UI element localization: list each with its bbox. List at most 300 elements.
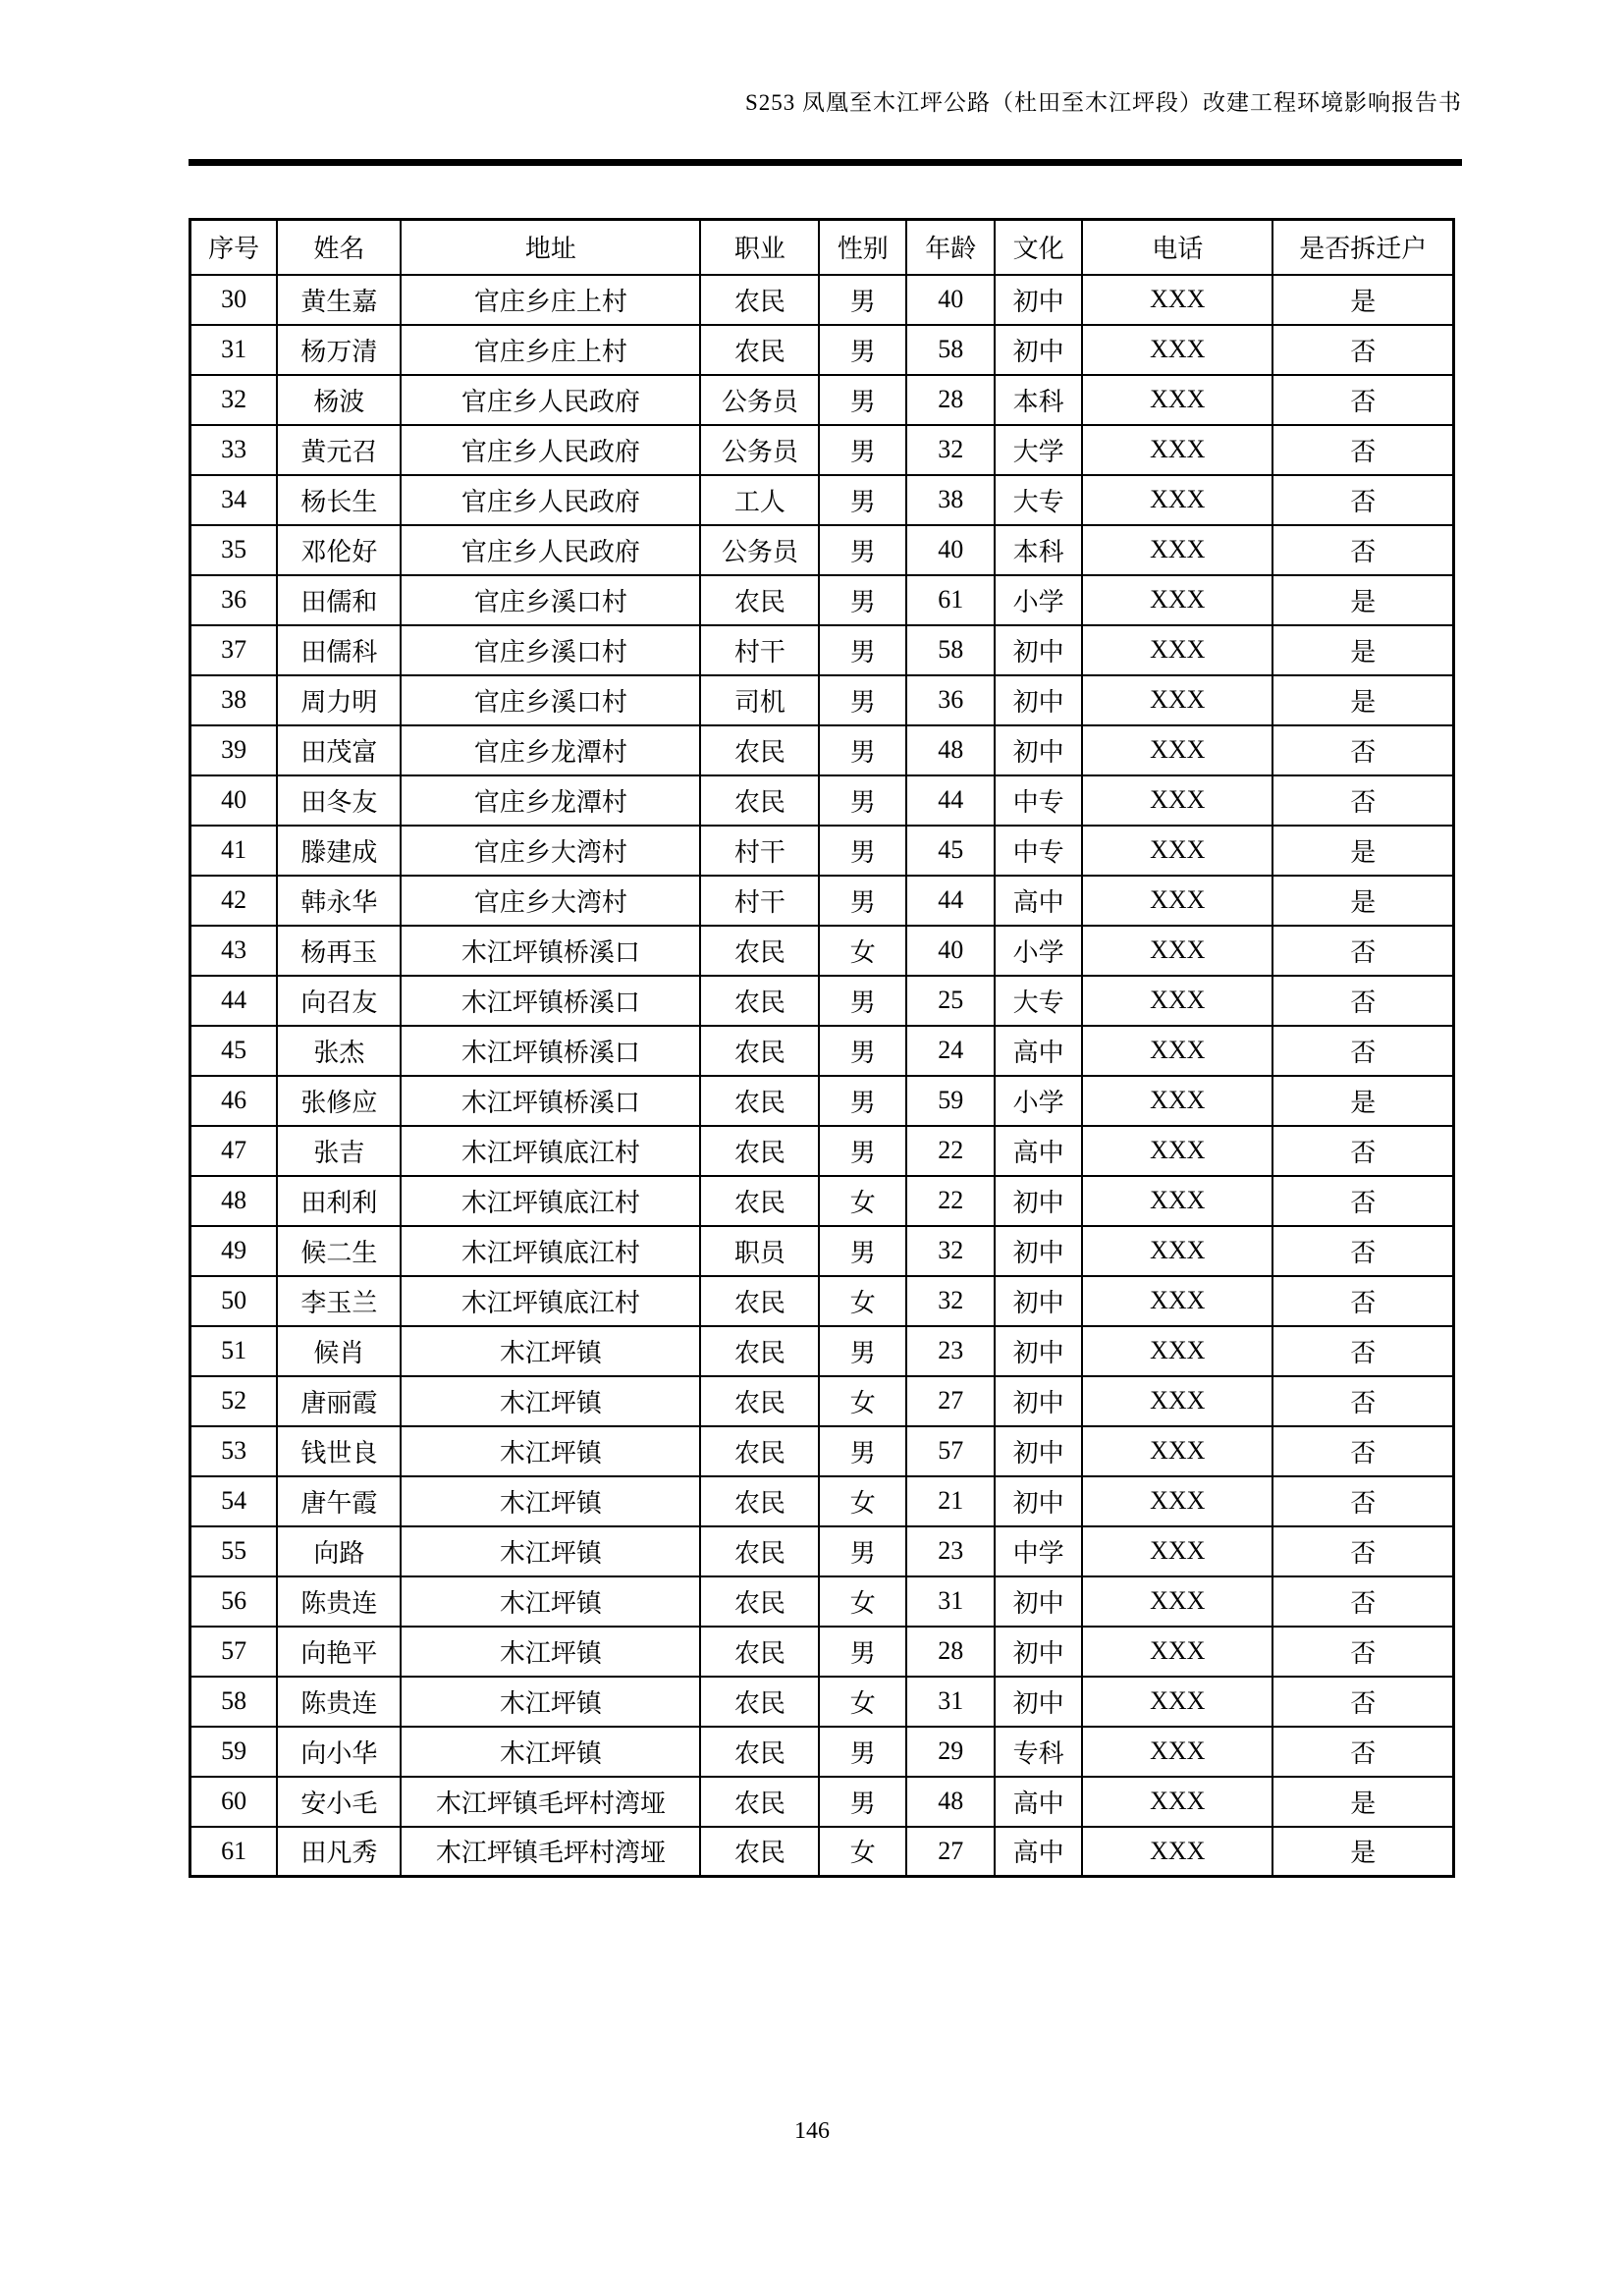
cell-name: 向路 bbox=[277, 1526, 401, 1576]
cell-address: 官庄乡溪口村 bbox=[401, 675, 700, 725]
cell-no: 57 bbox=[190, 1627, 278, 1677]
cell-relocated: 是 bbox=[1272, 1777, 1453, 1827]
cell-phone: XXX bbox=[1082, 1276, 1272, 1326]
table-row bbox=[190, 675, 1454, 725]
cell-relocated: 是 bbox=[1272, 1827, 1453, 1877]
cell-name: 向小华 bbox=[277, 1727, 401, 1777]
cell-gender: 男 bbox=[819, 1727, 906, 1777]
cell-gender: 男 bbox=[819, 1026, 906, 1076]
column-header-relocated: 是否拆迁户 bbox=[1272, 220, 1453, 275]
table-row bbox=[190, 1076, 1454, 1126]
cell-address: 官庄乡龙潭村 bbox=[401, 775, 700, 826]
cell-education: 本科 bbox=[995, 375, 1082, 425]
cell-relocated: 否 bbox=[1272, 725, 1453, 775]
cell-gender: 男 bbox=[819, 1226, 906, 1276]
column-header-age: 年龄 bbox=[906, 220, 995, 275]
cell-gender: 男 bbox=[819, 1426, 906, 1476]
cell-phone: XXX bbox=[1082, 926, 1272, 976]
cell-education: 初中 bbox=[995, 1677, 1082, 1727]
cell-gender: 女 bbox=[819, 926, 906, 976]
cell-education: 初中 bbox=[995, 625, 1082, 675]
cell-gender: 男 bbox=[819, 876, 906, 926]
cell-gender: 女 bbox=[819, 1576, 906, 1627]
cell-phone: XXX bbox=[1082, 725, 1272, 775]
cell-no: 49 bbox=[190, 1226, 278, 1276]
cell-occupation: 农民 bbox=[700, 575, 819, 625]
cell-no: 34 bbox=[190, 475, 278, 525]
table-row bbox=[190, 775, 1454, 826]
cell-education: 小学 bbox=[995, 575, 1082, 625]
table-row bbox=[190, 1827, 1454, 1877]
cell-relocated: 否 bbox=[1272, 1026, 1453, 1076]
cell-gender: 男 bbox=[819, 575, 906, 625]
cell-occupation: 农民 bbox=[700, 1827, 819, 1877]
cell-address: 木江坪镇毛坪村湾垭 bbox=[401, 1777, 700, 1827]
table-row bbox=[190, 625, 1454, 675]
cell-relocated: 是 bbox=[1272, 826, 1453, 876]
cell-no: 55 bbox=[190, 1526, 278, 1576]
cell-address: 木江坪镇 bbox=[401, 1727, 700, 1777]
cell-phone: XXX bbox=[1082, 1677, 1272, 1727]
cell-relocated: 是 bbox=[1272, 1076, 1453, 1126]
column-header-no: 序号 bbox=[190, 220, 278, 275]
cell-education: 初中 bbox=[995, 1276, 1082, 1326]
cell-no: 42 bbox=[190, 876, 278, 926]
cell-gender: 女 bbox=[819, 1827, 906, 1877]
cell-relocated: 否 bbox=[1272, 1176, 1453, 1226]
cell-occupation: 农民 bbox=[700, 725, 819, 775]
cell-no: 38 bbox=[190, 675, 278, 725]
cell-phone: XXX bbox=[1082, 1126, 1272, 1176]
cell-relocated: 否 bbox=[1272, 325, 1453, 375]
cell-name: 李玉兰 bbox=[277, 1276, 401, 1326]
cell-no: 33 bbox=[190, 425, 278, 475]
cell-education: 大专 bbox=[995, 475, 1082, 525]
cell-occupation: 职员 bbox=[700, 1226, 819, 1276]
table-row bbox=[190, 375, 1454, 425]
cell-no: 59 bbox=[190, 1727, 278, 1777]
table-row bbox=[190, 425, 1454, 475]
document-header-title: S253 凤凰至木江坪公路（杜田至木江坪段）改建工程环境影响报告书 bbox=[744, 90, 1462, 115]
cell-name: 田儒和 bbox=[277, 575, 401, 625]
cell-gender: 女 bbox=[819, 1176, 906, 1226]
cell-age: 22 bbox=[906, 1126, 995, 1176]
table-row bbox=[190, 826, 1454, 876]
cell-phone: XXX bbox=[1082, 1526, 1272, 1576]
cell-education: 中学 bbox=[995, 1526, 1082, 1576]
cell-relocated: 否 bbox=[1272, 1627, 1453, 1677]
table-row bbox=[190, 1777, 1454, 1827]
cell-name: 田凡秀 bbox=[277, 1827, 401, 1877]
table-row bbox=[190, 1376, 1454, 1426]
cell-relocated: 是 bbox=[1272, 575, 1453, 625]
cell-relocated: 否 bbox=[1272, 1526, 1453, 1576]
cell-name: 杨万清 bbox=[277, 325, 401, 375]
cell-education: 初中 bbox=[995, 1627, 1082, 1677]
table-body bbox=[190, 275, 1454, 1877]
cell-age: 25 bbox=[906, 976, 995, 1026]
cell-occupation: 农民 bbox=[700, 1376, 819, 1426]
cell-gender: 男 bbox=[819, 1076, 906, 1126]
column-header-phone: 电话 bbox=[1082, 220, 1272, 275]
cell-phone: XXX bbox=[1082, 876, 1272, 926]
cell-age: 40 bbox=[906, 275, 995, 325]
cell-occupation: 司机 bbox=[700, 675, 819, 725]
column-header-gender: 性别 bbox=[819, 220, 906, 275]
cell-occupation: 农民 bbox=[700, 1727, 819, 1777]
cell-phone: XXX bbox=[1082, 525, 1272, 575]
cell-gender: 男 bbox=[819, 1777, 906, 1827]
cell-address: 木江坪镇 bbox=[401, 1426, 700, 1476]
cell-gender: 男 bbox=[819, 976, 906, 1026]
cell-occupation: 农民 bbox=[700, 1777, 819, 1827]
table-row bbox=[190, 575, 1454, 625]
cell-relocated: 是 bbox=[1272, 675, 1453, 725]
cell-occupation: 村干 bbox=[700, 826, 819, 876]
cell-phone: XXX bbox=[1082, 1426, 1272, 1476]
cell-relocated: 否 bbox=[1272, 425, 1453, 475]
cell-name: 陈贵连 bbox=[277, 1677, 401, 1727]
cell-no: 31 bbox=[190, 325, 278, 375]
cell-address: 木江坪镇 bbox=[401, 1576, 700, 1627]
table-row bbox=[190, 275, 1454, 325]
cell-address: 官庄乡人民政府 bbox=[401, 475, 700, 525]
cell-address: 官庄乡人民政府 bbox=[401, 375, 700, 425]
table-row bbox=[190, 876, 1454, 926]
cell-name: 陈贵连 bbox=[277, 1576, 401, 1627]
cell-gender: 男 bbox=[819, 325, 906, 375]
table-row bbox=[190, 725, 1454, 775]
cell-address: 木江坪镇桥溪口 bbox=[401, 926, 700, 976]
cell-relocated: 是 bbox=[1272, 876, 1453, 926]
cell-phone: XXX bbox=[1082, 1376, 1272, 1426]
cell-name: 唐午霞 bbox=[277, 1476, 401, 1526]
cell-relocated: 否 bbox=[1272, 1677, 1453, 1727]
cell-education: 初中 bbox=[995, 1376, 1082, 1426]
cell-gender: 男 bbox=[819, 1326, 906, 1376]
cell-gender: 男 bbox=[819, 275, 906, 325]
cell-occupation: 村干 bbox=[700, 876, 819, 926]
cell-gender: 女 bbox=[819, 1276, 906, 1326]
cell-no: 50 bbox=[190, 1276, 278, 1326]
cell-occupation: 公务员 bbox=[700, 525, 819, 575]
cell-relocated: 是 bbox=[1272, 625, 1453, 675]
cell-occupation: 农民 bbox=[700, 1076, 819, 1126]
cell-relocated: 否 bbox=[1272, 1727, 1453, 1777]
cell-no: 43 bbox=[190, 926, 278, 976]
cell-age: 28 bbox=[906, 1627, 995, 1677]
cell-name: 杨长生 bbox=[277, 475, 401, 525]
table-row bbox=[190, 1727, 1454, 1777]
table-row bbox=[190, 1426, 1454, 1476]
cell-occupation: 农民 bbox=[700, 1326, 819, 1376]
cell-name: 韩永华 bbox=[277, 876, 401, 926]
cell-age: 28 bbox=[906, 375, 995, 425]
cell-address: 官庄乡人民政府 bbox=[401, 525, 700, 575]
cell-phone: XXX bbox=[1082, 1076, 1272, 1126]
table-row bbox=[190, 926, 1454, 976]
cell-no: 44 bbox=[190, 976, 278, 1026]
cell-relocated: 否 bbox=[1272, 475, 1453, 525]
cell-age: 23 bbox=[906, 1326, 995, 1376]
cell-no: 40 bbox=[190, 775, 278, 826]
cell-education: 初中 bbox=[995, 1576, 1082, 1627]
cell-age: 44 bbox=[906, 775, 995, 826]
cell-education: 中专 bbox=[995, 775, 1082, 826]
cell-gender: 女 bbox=[819, 1376, 906, 1426]
page-number: 146 bbox=[794, 2118, 830, 2144]
cell-age: 31 bbox=[906, 1576, 995, 1627]
cell-age: 48 bbox=[906, 725, 995, 775]
cell-no: 37 bbox=[190, 625, 278, 675]
cell-name: 黄生嘉 bbox=[277, 275, 401, 325]
cell-age: 31 bbox=[906, 1677, 995, 1727]
cell-phone: XXX bbox=[1082, 1576, 1272, 1627]
cell-gender: 男 bbox=[819, 775, 906, 826]
cell-relocated: 否 bbox=[1272, 1476, 1453, 1526]
cell-gender: 女 bbox=[819, 1476, 906, 1526]
cell-gender: 男 bbox=[819, 826, 906, 876]
table-row bbox=[190, 1326, 1454, 1376]
cell-phone: XXX bbox=[1082, 1827, 1272, 1877]
cell-education: 高中 bbox=[995, 1026, 1082, 1076]
cell-occupation: 农民 bbox=[700, 1526, 819, 1576]
cell-education: 高中 bbox=[995, 1827, 1082, 1877]
header-rule bbox=[189, 159, 1462, 166]
cell-gender: 男 bbox=[819, 375, 906, 425]
cell-name: 周力明 bbox=[277, 675, 401, 725]
cell-address: 官庄乡庄上村 bbox=[401, 275, 700, 325]
cell-occupation: 农民 bbox=[700, 1627, 819, 1677]
cell-education: 专科 bbox=[995, 1727, 1082, 1777]
residents-table bbox=[189, 218, 1455, 1878]
cell-education: 高中 bbox=[995, 1777, 1082, 1827]
cell-phone: XXX bbox=[1082, 375, 1272, 425]
cell-age: 57 bbox=[906, 1426, 995, 1476]
cell-address: 木江坪镇 bbox=[401, 1677, 700, 1727]
cell-no: 45 bbox=[190, 1026, 278, 1076]
cell-name: 向艳平 bbox=[277, 1627, 401, 1677]
cell-relocated: 否 bbox=[1272, 926, 1453, 976]
cell-address: 木江坪镇 bbox=[401, 1376, 700, 1426]
cell-age: 36 bbox=[906, 675, 995, 725]
cell-relocated: 否 bbox=[1272, 1326, 1453, 1376]
cell-gender: 男 bbox=[819, 1526, 906, 1576]
cell-occupation: 农民 bbox=[700, 1476, 819, 1526]
cell-gender: 男 bbox=[819, 1627, 906, 1677]
cell-education: 初中 bbox=[995, 1176, 1082, 1226]
cell-address: 木江坪镇底江村 bbox=[401, 1276, 700, 1326]
cell-address: 木江坪镇 bbox=[401, 1526, 700, 1576]
cell-name: 杨波 bbox=[277, 375, 401, 425]
table-row bbox=[190, 475, 1454, 525]
table-row bbox=[190, 1627, 1454, 1677]
cell-phone: XXX bbox=[1082, 625, 1272, 675]
cell-phone: XXX bbox=[1082, 976, 1272, 1026]
cell-education: 小学 bbox=[995, 926, 1082, 976]
cell-age: 21 bbox=[906, 1476, 995, 1526]
cell-name: 滕建成 bbox=[277, 826, 401, 876]
cell-occupation: 工人 bbox=[700, 475, 819, 525]
cell-name: 向召友 bbox=[277, 976, 401, 1026]
cell-education: 初中 bbox=[995, 1326, 1082, 1376]
cell-no: 48 bbox=[190, 1176, 278, 1226]
cell-age: 59 bbox=[906, 1076, 995, 1126]
table-row bbox=[190, 1476, 1454, 1526]
table-row bbox=[190, 1576, 1454, 1627]
cell-name: 钱世良 bbox=[277, 1426, 401, 1476]
cell-occupation: 农民 bbox=[700, 1276, 819, 1326]
cell-education: 初中 bbox=[995, 675, 1082, 725]
cell-occupation: 公务员 bbox=[700, 375, 819, 425]
cell-age: 45 bbox=[906, 826, 995, 876]
cell-occupation: 公务员 bbox=[700, 425, 819, 475]
cell-name: 田利利 bbox=[277, 1176, 401, 1226]
column-header-occupation: 职业 bbox=[700, 220, 819, 275]
cell-no: 54 bbox=[190, 1476, 278, 1526]
cell-age: 38 bbox=[906, 475, 995, 525]
cell-gender: 男 bbox=[819, 725, 906, 775]
cell-age: 58 bbox=[906, 625, 995, 675]
cell-occupation: 村干 bbox=[700, 625, 819, 675]
table-row bbox=[190, 1126, 1454, 1176]
table-row bbox=[190, 325, 1454, 375]
cell-no: 36 bbox=[190, 575, 278, 625]
cell-address: 木江坪镇 bbox=[401, 1476, 700, 1526]
cell-age: 58 bbox=[906, 325, 995, 375]
cell-name: 候二生 bbox=[277, 1226, 401, 1276]
cell-gender: 男 bbox=[819, 525, 906, 575]
cell-phone: XXX bbox=[1082, 1476, 1272, 1526]
cell-gender: 男 bbox=[819, 625, 906, 675]
cell-relocated: 否 bbox=[1272, 1576, 1453, 1627]
cell-no: 60 bbox=[190, 1777, 278, 1827]
cell-phone: XXX bbox=[1082, 475, 1272, 525]
cell-no: 51 bbox=[190, 1326, 278, 1376]
cell-occupation: 农民 bbox=[700, 1126, 819, 1176]
cell-relocated: 否 bbox=[1272, 375, 1453, 425]
cell-address: 官庄乡庄上村 bbox=[401, 325, 700, 375]
cell-age: 44 bbox=[906, 876, 995, 926]
cell-no: 41 bbox=[190, 826, 278, 876]
cell-name: 张修应 bbox=[277, 1076, 401, 1126]
cell-address: 木江坪镇桥溪口 bbox=[401, 1026, 700, 1076]
cell-relocated: 否 bbox=[1272, 1276, 1453, 1326]
cell-name: 张杰 bbox=[277, 1026, 401, 1076]
column-header-name: 姓名 bbox=[277, 220, 401, 275]
cell-phone: XXX bbox=[1082, 425, 1272, 475]
cell-occupation: 农民 bbox=[700, 976, 819, 1026]
cell-relocated: 否 bbox=[1272, 525, 1453, 575]
table-row bbox=[190, 1677, 1454, 1727]
cell-gender: 男 bbox=[819, 425, 906, 475]
table-header-row bbox=[190, 220, 1454, 275]
table-row bbox=[190, 525, 1454, 575]
cell-no: 56 bbox=[190, 1576, 278, 1627]
cell-phone: XXX bbox=[1082, 325, 1272, 375]
cell-address: 木江坪镇底江村 bbox=[401, 1226, 700, 1276]
cell-no: 39 bbox=[190, 725, 278, 775]
cell-education: 中专 bbox=[995, 826, 1082, 876]
cell-no: 52 bbox=[190, 1376, 278, 1426]
cell-phone: XXX bbox=[1082, 1777, 1272, 1827]
cell-name: 田茂富 bbox=[277, 725, 401, 775]
cell-name: 安小毛 bbox=[277, 1777, 401, 1827]
cell-no: 47 bbox=[190, 1126, 278, 1176]
cell-education: 本科 bbox=[995, 525, 1082, 575]
cell-age: 24 bbox=[906, 1026, 995, 1076]
cell-name: 候肖 bbox=[277, 1326, 401, 1376]
cell-phone: XXX bbox=[1082, 1727, 1272, 1777]
cell-occupation: 农民 bbox=[700, 1026, 819, 1076]
cell-relocated: 是 bbox=[1272, 275, 1453, 325]
cell-age: 32 bbox=[906, 1276, 995, 1326]
cell-name: 田儒科 bbox=[277, 625, 401, 675]
cell-no: 30 bbox=[190, 275, 278, 325]
cell-phone: XXX bbox=[1082, 775, 1272, 826]
cell-occupation: 农民 bbox=[700, 775, 819, 826]
column-header-address: 地址 bbox=[401, 220, 700, 275]
cell-address: 木江坪镇 bbox=[401, 1326, 700, 1376]
cell-education: 初中 bbox=[995, 325, 1082, 375]
cell-occupation: 农民 bbox=[700, 926, 819, 976]
cell-occupation: 农民 bbox=[700, 1426, 819, 1476]
cell-no: 46 bbox=[190, 1076, 278, 1126]
cell-no: 32 bbox=[190, 375, 278, 425]
cell-occupation: 农民 bbox=[700, 1677, 819, 1727]
cell-education: 小学 bbox=[995, 1076, 1082, 1126]
cell-relocated: 否 bbox=[1272, 1376, 1453, 1426]
cell-name: 田冬友 bbox=[277, 775, 401, 826]
cell-no: 58 bbox=[190, 1677, 278, 1727]
cell-phone: XXX bbox=[1082, 1026, 1272, 1076]
cell-age: 27 bbox=[906, 1376, 995, 1426]
cell-address: 木江坪镇桥溪口 bbox=[401, 976, 700, 1026]
cell-occupation: 农民 bbox=[700, 1176, 819, 1226]
cell-no: 61 bbox=[190, 1827, 278, 1877]
cell-gender: 女 bbox=[819, 1677, 906, 1727]
cell-address: 木江坪镇 bbox=[401, 1627, 700, 1677]
cell-education: 初中 bbox=[995, 1226, 1082, 1276]
cell-age: 32 bbox=[906, 1226, 995, 1276]
table-row bbox=[190, 1276, 1454, 1326]
cell-education: 大专 bbox=[995, 976, 1082, 1026]
cell-occupation: 农民 bbox=[700, 1576, 819, 1627]
cell-address: 木江坪镇底江村 bbox=[401, 1176, 700, 1226]
cell-phone: XXX bbox=[1082, 1326, 1272, 1376]
cell-phone: XXX bbox=[1082, 1627, 1272, 1677]
cell-phone: XXX bbox=[1082, 675, 1272, 725]
cell-address: 官庄乡大湾村 bbox=[401, 826, 700, 876]
cell-address: 官庄乡龙潭村 bbox=[401, 725, 700, 775]
cell-address: 官庄乡大湾村 bbox=[401, 876, 700, 926]
cell-phone: XXX bbox=[1082, 1226, 1272, 1276]
cell-relocated: 否 bbox=[1272, 1426, 1453, 1476]
cell-education: 高中 bbox=[995, 876, 1082, 926]
cell-address: 官庄乡人民政府 bbox=[401, 425, 700, 475]
cell-relocated: 否 bbox=[1272, 1226, 1453, 1276]
cell-relocated: 否 bbox=[1272, 775, 1453, 826]
cell-education: 初中 bbox=[995, 725, 1082, 775]
cell-education: 初中 bbox=[995, 1476, 1082, 1526]
cell-name: 杨再玉 bbox=[277, 926, 401, 976]
cell-occupation: 农民 bbox=[700, 275, 819, 325]
cell-address: 官庄乡溪口村 bbox=[401, 625, 700, 675]
table-row bbox=[190, 976, 1454, 1026]
cell-name: 张吉 bbox=[277, 1126, 401, 1176]
cell-phone: XXX bbox=[1082, 826, 1272, 876]
cell-phone: XXX bbox=[1082, 575, 1272, 625]
